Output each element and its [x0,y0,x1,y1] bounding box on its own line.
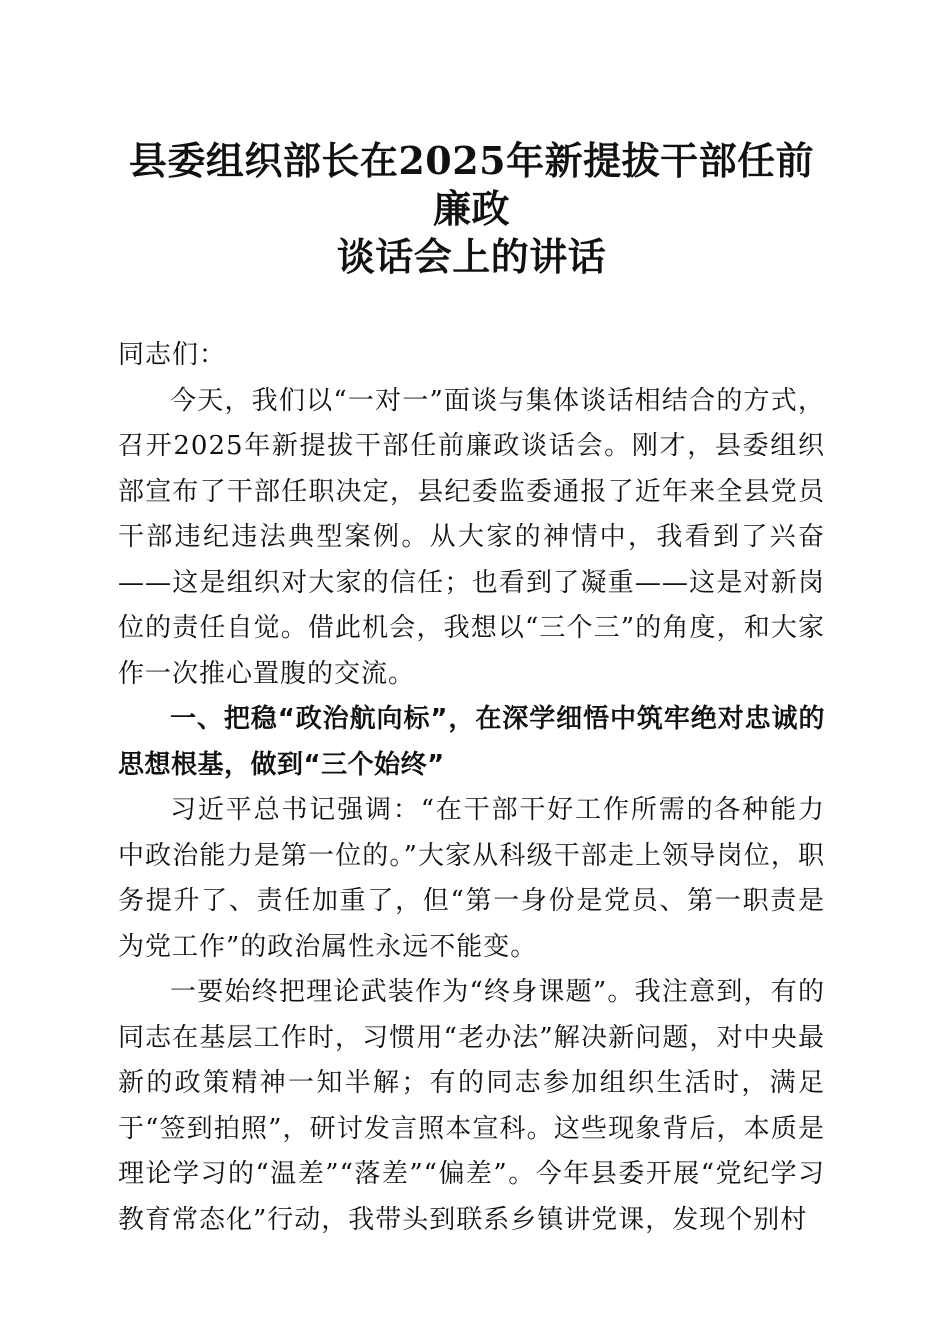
paragraph-political-ability: 习近平总书记强调：“在干部干好工作所需的各种能力中政治能力是第一位的。”大家从科级干部走上领导岗位，职务提升了、责任加重了，但“第一身份是党员、第一职责是为党工作”的政治属性永远不能变。 [118,795,825,962]
paragraph-theory-study: 一要始终把理论武装作为“终身课题”。我注意到，有的同志在基层工作时，习惯用“老办法”解决新问题，对中央最新的政策精神一知半解；有的同志参加组织生活时，满足于“签到拍照”，研讨发言照本宣科。这些现象背后，本质是理论学习的“温差”“落差”“偏差”。今年县委开展“党纪学习教育常态化”行动，我带头到联系乡镇讲党课，发现个别村 [118,977,825,1235]
paragraph-opening: 今天，我们以“一对一”面谈与集体谈话相结合的方式，召开2025年新提拔干部任前廉政谈话会。刚才，县委组织部宣布了干部任职决定，县纪委监委通报了近年来全县党员干部违纪违法典型案例。从大家的神情中，我看到了兴奋——这是组织对大家的信任；也看到了凝重——这是对新岗位的责任自觉。借此机会，我想以“三个三”的角度，和大家作一次推心置腹的交流。 [118,385,825,689]
document-body [118,333,825,1243]
title-line-1: 县委组织部长在2025年新提拔干部任前廉政 [128,138,815,231]
document-title [118,0,825,281]
section-heading-1: 一、把稳“政治航向标”，在深学细悟中筑牢绝对忠诚的思想根基，做到“三个始终” [118,704,825,780]
salutation: 同志们： [118,340,227,370]
title-line-2: 谈话会上的讲话 [336,234,607,279]
